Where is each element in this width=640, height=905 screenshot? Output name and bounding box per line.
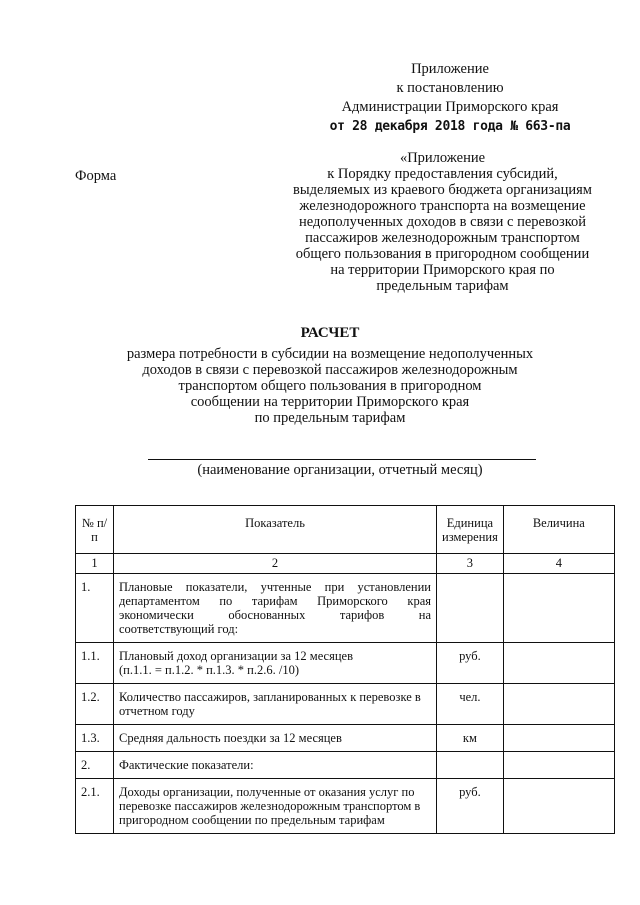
document-title: РАСЧЕТ [300, 325, 360, 341]
signature-caption: (наименование организации, отчетный месяц) [197, 462, 483, 478]
procedure-line: «Приложение [399, 150, 486, 166]
decree-reference: от 28 декабря 2018 года № 663-па [329, 119, 571, 134]
row-number: 1.2. [76, 684, 114, 725]
table-row [76, 725, 615, 752]
calculation-table [75, 505, 615, 834]
row-value [503, 725, 614, 752]
appendix-line: к постановлению [396, 80, 504, 96]
row-indicator-cell [114, 643, 437, 684]
subtitle-line: транспортом общего пользования в пригородном [178, 378, 482, 394]
row-value [503, 684, 614, 725]
row-indicator: Средняя дальность поездки за 12 месяцев [114, 725, 437, 752]
row-value [503, 574, 614, 643]
procedure-line: предельным тарифам [376, 278, 509, 294]
row-unit: чел. [437, 684, 504, 725]
column-number: 3 [437, 554, 504, 574]
appendix-line: Приложение [411, 61, 489, 77]
subtitle-line: по предельным тарифам [254, 410, 406, 426]
row-number: 2. [76, 752, 114, 779]
appendix-block [300, 60, 600, 136]
row-unit [437, 574, 504, 643]
row-indicator: Количество пассажиров, запланированных к перевозке в отчетном году [114, 684, 437, 725]
table-row [76, 684, 615, 725]
row-indicator: Плановые показатели, учтенные при установлении департаментом по тарифам Приморского края экономически обоснованных тарифов на соответствующий год: [114, 574, 437, 643]
row-formula: (п.1.1. = п.1.2. * п.1.3. * п.2.6. /10) [119, 663, 299, 677]
table-header-row [76, 506, 615, 554]
appendix-line: Администрации Приморского края [341, 99, 559, 115]
column-number: 4 [503, 554, 614, 574]
header-indicator: Показатель [114, 506, 437, 554]
row-value [503, 752, 614, 779]
subtitle-line: доходов в связи с перевозкой пассажиров железнодорожным [142, 362, 518, 378]
header-unit: Единица измерения [437, 506, 504, 554]
row-unit: км [437, 725, 504, 752]
row-number: 1.3. [76, 725, 114, 752]
procedure-line: к Порядку предоставления субсидий, [327, 166, 558, 182]
table-row [76, 779, 615, 834]
row-number: 2.1. [76, 779, 114, 834]
column-number-row [76, 554, 615, 574]
procedure-line: выделяемых из краевого бюджета организациям [293, 182, 592, 198]
procedure-line: общего пользования в пригородном сообщении [295, 246, 590, 262]
signature-line [148, 459, 536, 460]
column-number: 2 [114, 554, 437, 574]
procedure-line: недополученных доходов в связи с перевозкой [298, 214, 587, 230]
subtitle-line: сообщении на территории Приморского края [190, 394, 470, 410]
row-unit: руб. [437, 643, 504, 684]
procedure-line: на территории Приморского края по [330, 262, 555, 278]
table-row [76, 574, 615, 643]
row-unit [437, 752, 504, 779]
row-indicator: Фактические показатели: [114, 752, 437, 779]
row-value [503, 643, 614, 684]
row-indicator: Плановый доход организации за 12 месяцев [119, 649, 353, 663]
row-number: 1. [76, 574, 114, 643]
row-unit: руб. [437, 779, 504, 834]
form-label: Форма [75, 168, 117, 184]
procedure-line: пассажиров железнодорожным транспортом [305, 230, 580, 246]
procedure-reference [270, 150, 615, 294]
row-indicator: Доходы организации, полученные от оказания услуг по перевозке пассажиров железнодорожным транспортом в пригородном сообщении по предельным тарифам [114, 779, 437, 834]
row-number: 1.1. [76, 643, 114, 684]
header-number: № п/п [76, 506, 114, 554]
table-row [76, 643, 615, 684]
row-value [503, 779, 614, 834]
table-row [76, 752, 615, 779]
header-value: Величина [503, 506, 614, 554]
procedure-line: железнодорожного транспорта на возмещение [299, 198, 586, 214]
column-number: 1 [76, 554, 114, 574]
document-subtitle [95, 346, 565, 426]
subtitle-line: размера потребности в субсидии на возмещение недополученных [126, 346, 534, 362]
